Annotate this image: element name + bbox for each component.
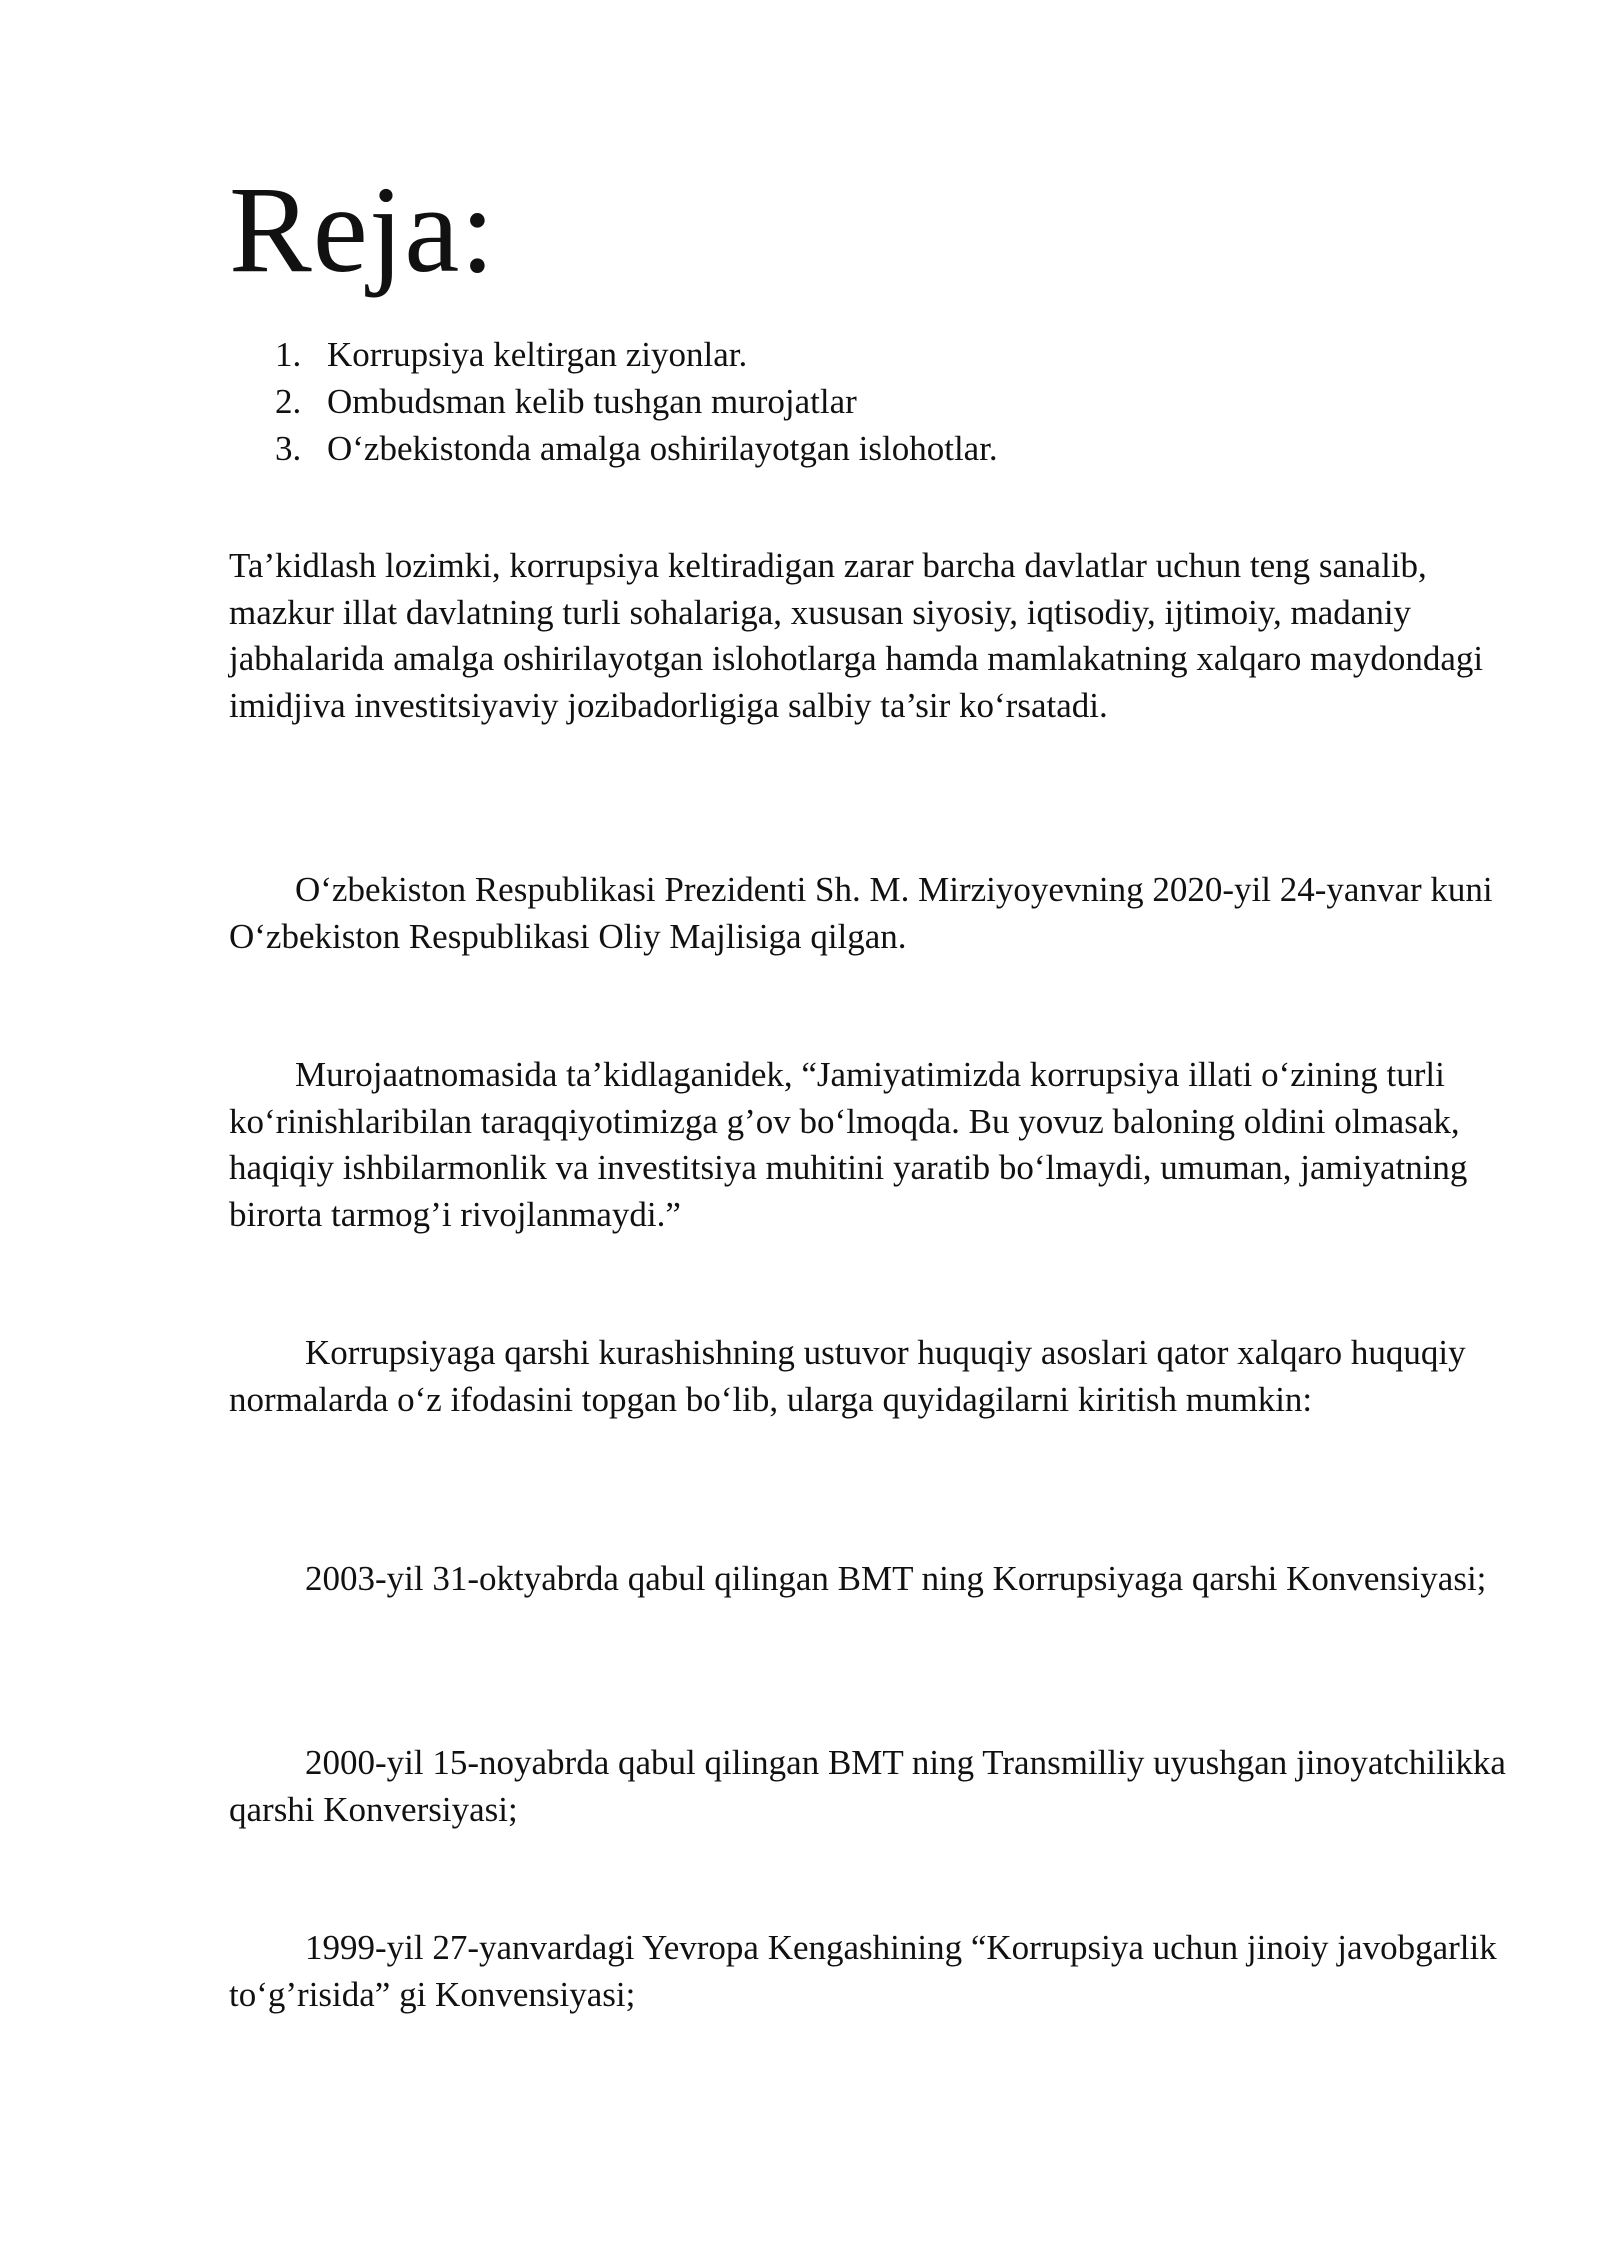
plan-item [275, 378, 998, 425]
plan-item-text: Ombudsman kelib tushgan murojatlar [327, 382, 857, 421]
page-title: Reja: [229, 161, 496, 298]
plan-item-number: 3. [275, 429, 302, 468]
paragraph-president-address: O‘zbekiston Respublikasi Prezidenti Sh. M. Mirziyoyevning 2020-yil 24-yanvar kuni O‘zbekiston Respublikasi Oliy Majlisiga qilgan. [229, 870, 1493, 956]
paragraph-un-convention-2000: 2000-yil 15-noyabrda qabul qilingan BMT ning Transmilliy uyushgan jinoyatchilikka qarshi Konversiyasi; [229, 1743, 1506, 1829]
plan-item [275, 425, 998, 472]
paragraph-intro: Ta’kidlash lozimki, korrupsiya keltiradigan zarar barcha davlatlar uchun teng sanalib, mazkur illat davlatning turli sohalariga, xususan siyosiy, iqtisodiy, ijtimoiy, madaniy jabhalarida amalga oshirilayotgan islohotlarga hamda mamlakatning xalqaro maydondagi imidjiva investitsiyaviy jozibadorligiga salbiy ta’sir ko‘rsatadi. [229, 546, 1484, 725]
plan-list [275, 331, 998, 472]
plan-item-text: O‘zbekistonda amalga oshirilayotgan islohotlar. [327, 429, 998, 468]
plan-item-text: Korrupsiya keltirgan ziyonlar. [327, 335, 748, 374]
plan-item-number: 1. [275, 335, 302, 374]
paragraph-quote: Murojaatnomasida ta’kidlaganidek, “Jamiyatimizda korrupsiya illati o‘zining turli ko‘rinishlaribilan taraqqiyotimizga g’ov bo‘lmoqda. Bu yovuz baloning oldini olmasak, haqiqiy ishbilarmonlik va investitsiya muhitini yaratib bo‘lmaydi, umuman, jamiyatning birorta tarmog’i rivojlanmaydi.” [229, 1055, 1468, 1234]
plan-item-number: 2. [275, 382, 302, 421]
paragraph-council-of-europe-1999: 1999-yil 27-yanvardagi Yevropa Kengashining “Korrupsiya uchun jinoiy javobgarlik to‘g’risida” gi Konvensiyasi; [229, 1928, 1497, 2014]
paragraph-legal-basis: Korrupsiyaga qarshi kurashishning ustuvor huquqiy asoslari qator xalqaro huquqiy normalarda o‘z ifodasini topgan bo‘lib, ularga quyidagilarni kiritish mumkin: [229, 1333, 1466, 1419]
paragraph-un-convention-2003: 2003-yil 31-oktyabrda qabul qilingan BMT ning Korrupsiyaga qarshi Konvensiyasi; [305, 1559, 1487, 1598]
plan-item [275, 331, 998, 378]
